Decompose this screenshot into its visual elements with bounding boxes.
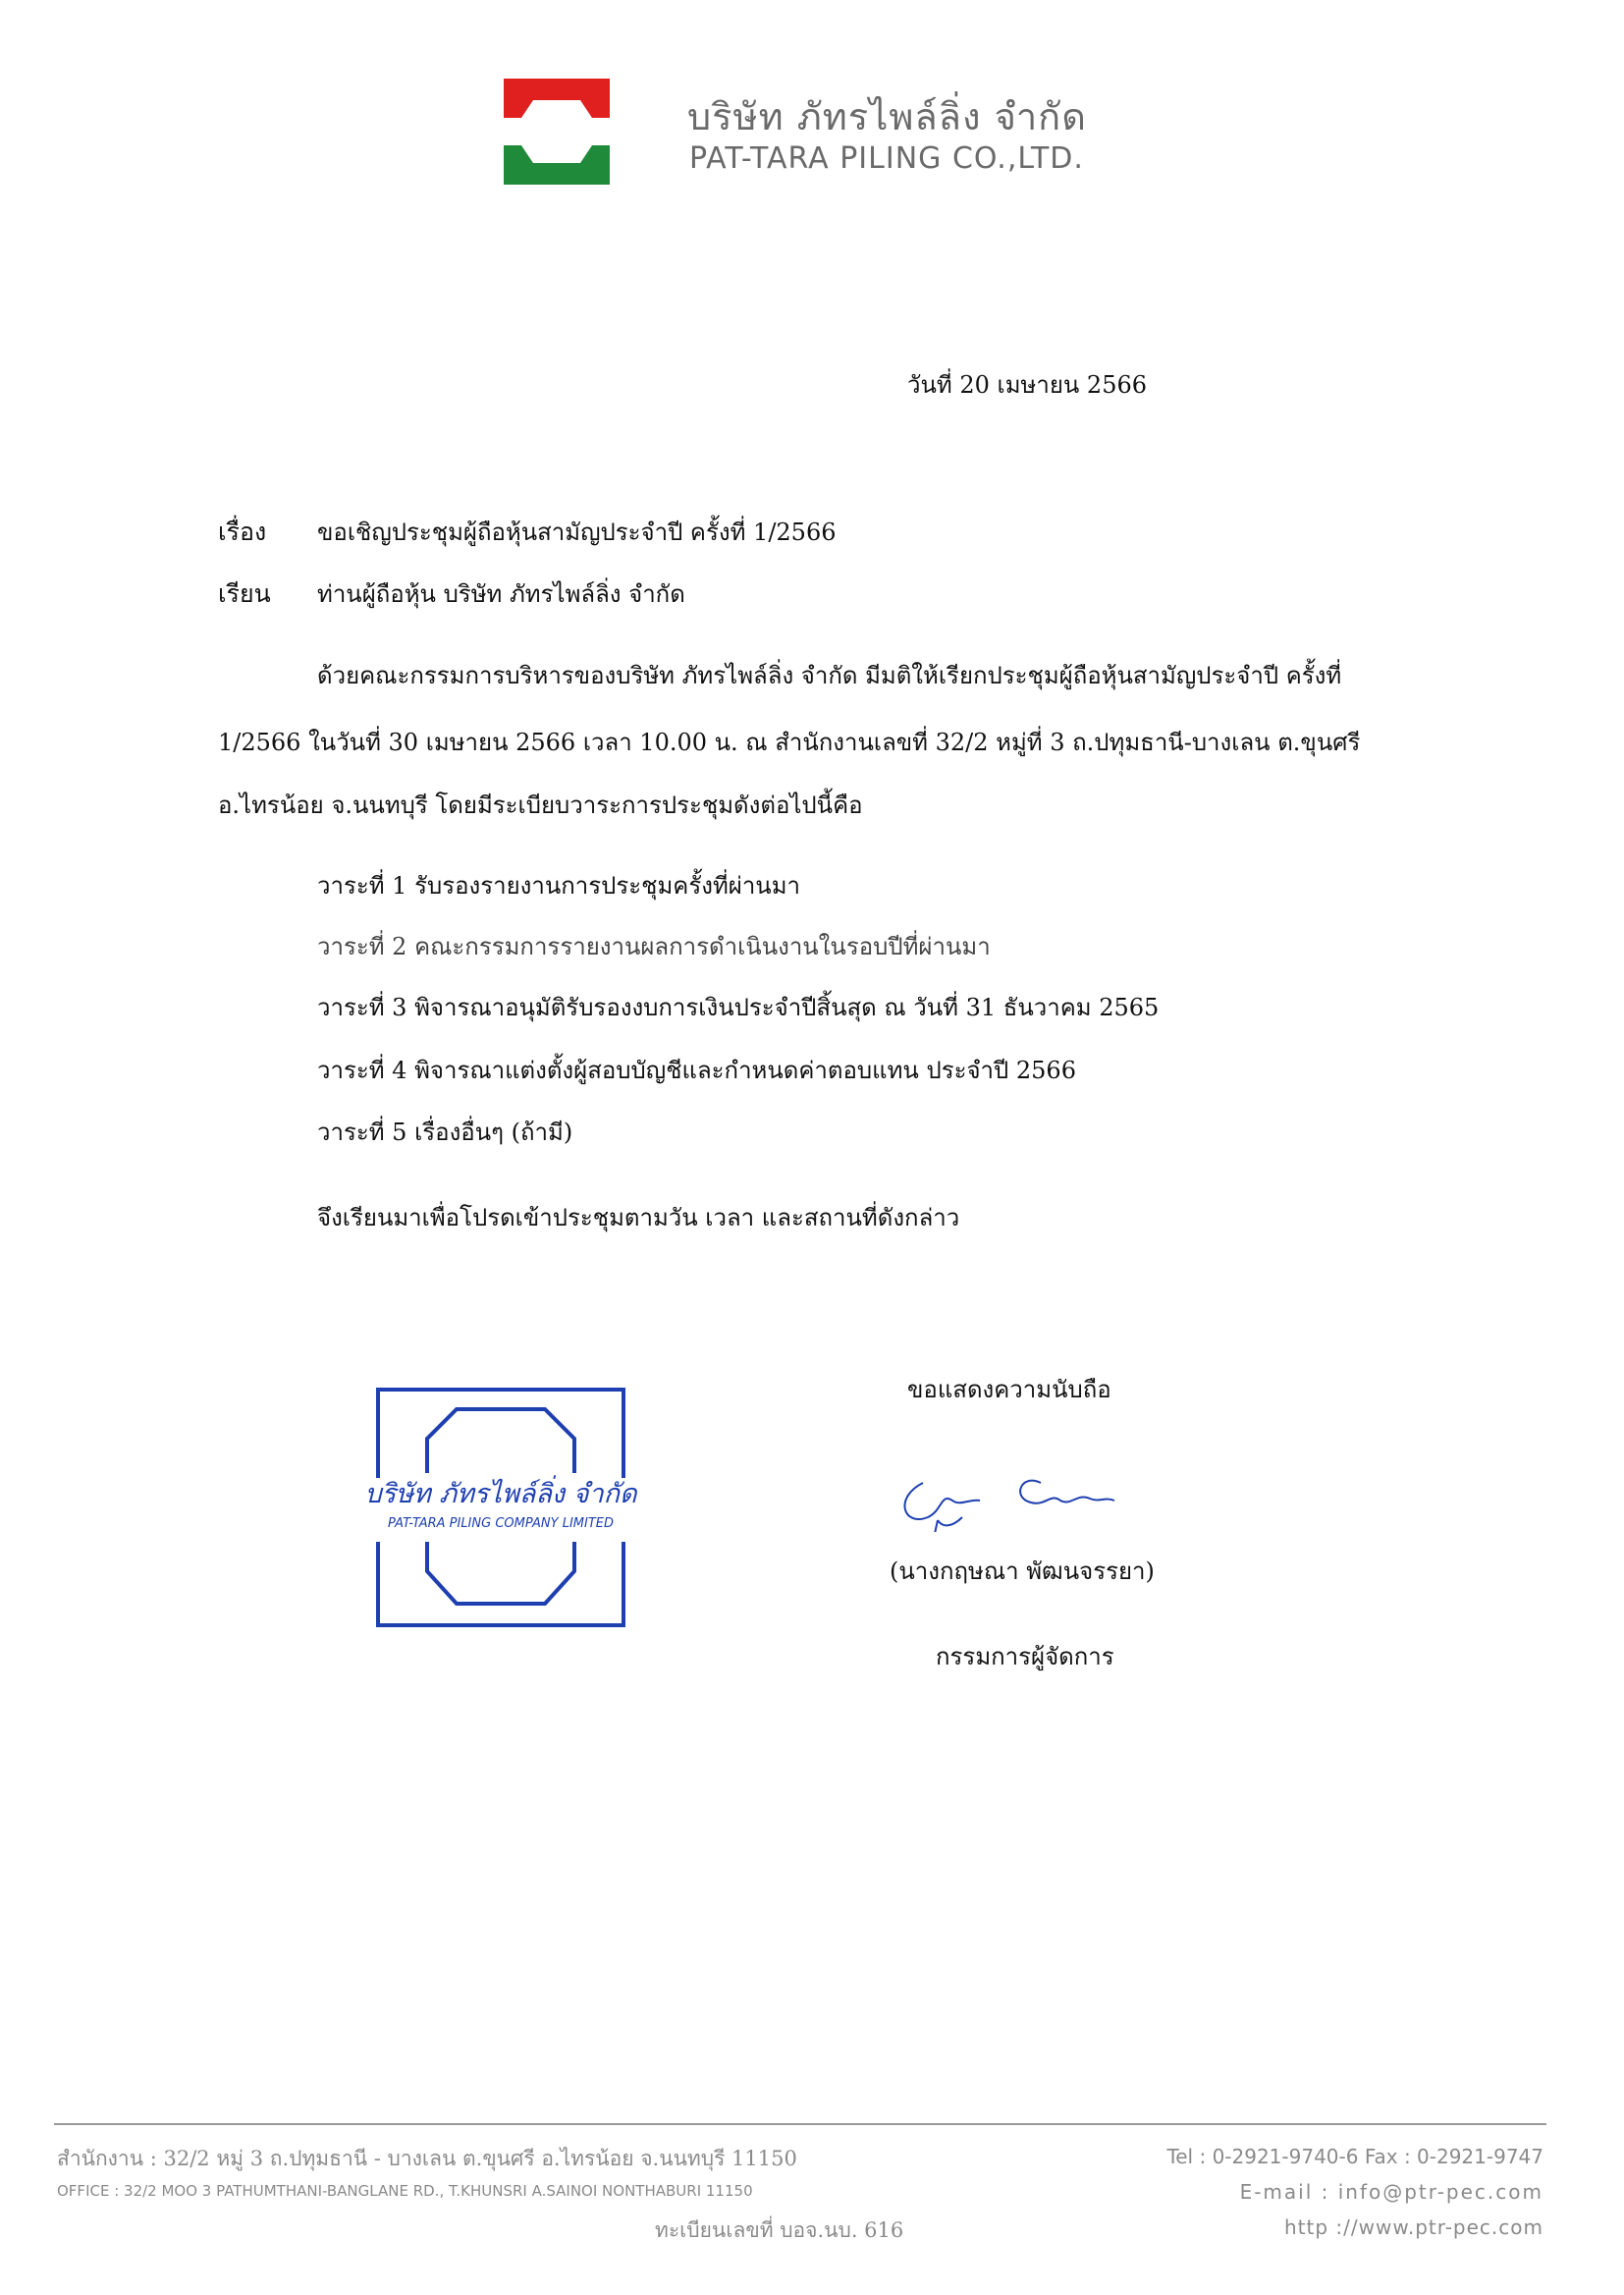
footer-email: E-mail : info@ptr-pec.com <box>1239 2180 1543 2204</box>
stamp-name-en: PAT-TARA PILING COMPANY LIMITED <box>387 1516 615 1531</box>
agenda-item-5: วาระที่ 5 เรื่องอื่นๆ (ถ้ามี) <box>317 1119 573 1146</box>
footer-tel-fax: Tel : 0-2921-9740-6 Fax : 0-2921-9747 <box>1166 2145 1543 2168</box>
to-text: ท่านผู้ถือหุ้น บริษัท ภัทรไพล์ลิ่ง จำกัด <box>317 580 685 608</box>
company-name-th: บริษัท ภัทรไพล์ลิ่ง จำกัด <box>687 95 1087 138</box>
agenda-item-1: วาระที่ 1 รับรองรายงานการประชุมครั้งที่ผ่านมา <box>317 872 801 900</box>
subject-label: เรื่อง <box>218 518 267 546</box>
agenda-item-3: วาระที่ 3 พิจารณาอนุมัติรับรองงบการเงินประจำปีสิ้นสุด ณ วันที่ 31 ธันวาคม 2565 <box>317 994 1160 1021</box>
company-name-en: PAT-TARA PILING CO.,LTD. <box>689 141 1084 176</box>
footer-office-en: OFFICE : 32/2 MOO 3 PATHUMTHANI-BANGLANE RD., T.KHUNSRI A.SAINOI NONTHABURI 11150 <box>57 2182 753 2200</box>
handwritten-signature <box>884 1463 1139 1532</box>
subject-text: ขอเชิญประชุมผู้ถือหุ้นสามัญประจำปี ครั้งที่ 1/2566 <box>317 519 837 546</box>
footer-office-th: สำนักงาน : 32/2 หมู่ 3 ถ.ปทุมธานี - บางเลน ต.ขุนศรี อ.ไทรน้อย จ.นนทบุรี 11150 <box>57 2147 797 2170</box>
regards-text: ขอแสดงความนับถือ <box>907 1376 1111 1403</box>
footer-divider <box>54 2123 1546 2125</box>
body-line-2: 1/2566 ในวันที่ 30 เมษายน 2566 เวลา 10.00 น. ณ สำนักงานเลขที่ 32/2 หมู่ที่ 3 ถ.ปทุมธานี-บางเลน ต.ขุนศรี <box>218 729 1361 756</box>
body-line-1: ด้วยคณะกรรมการบริหารของบริษัท ภัทรไพล์ลิ่ง จำกัด มีมติให้เรียกประชุมผู้ถือหุ้นสามัญประจำปี ครั้งที่ <box>317 662 1342 689</box>
stamp-name-th: บริษัท ภัทรไพล์ลิ่ง จำกัด <box>364 1479 637 1509</box>
signer-name: (นางกฤษณา พัฒนจรรยา) <box>890 1557 1155 1585</box>
closing-text: จึงเรียนมาเพื่อโปรดเข้าประชุมตามวัน เวลา และสถานที่ดังกล่าว <box>317 1204 960 1231</box>
agenda-item-4: วาระที่ 4 พิจารณาแต่งตั้งผู้สอบบัญชีและกำหนดค่าตอบแทน ประจำปี 2566 <box>317 1057 1076 1084</box>
to-label: เรียน <box>218 579 271 608</box>
agenda-item-2: วาระที่ 2 คณะกรรมการรายงานผลการดำเนินงานในรอบปีที่ผ่านมา <box>317 933 991 960</box>
body-line-3: อ.ไทรน้อย จ.นนทบุรี โดยมีระเบียบวาระการประชุมดังต่อไปนี้คือ <box>218 792 863 819</box>
letter-date: วันที่ 20 เมษายน 2566 <box>907 371 1147 399</box>
signer-title: กรรมการผู้จัดการ <box>936 1643 1114 1670</box>
company-stamp <box>349 1380 653 1635</box>
footer-website: http ://www.ptr-pec.com <box>1284 2215 1543 2239</box>
footer-registration: ทะเบียนเลขที่ บอจ.นบ. 616 <box>655 2218 904 2242</box>
company-logo <box>504 79 610 185</box>
